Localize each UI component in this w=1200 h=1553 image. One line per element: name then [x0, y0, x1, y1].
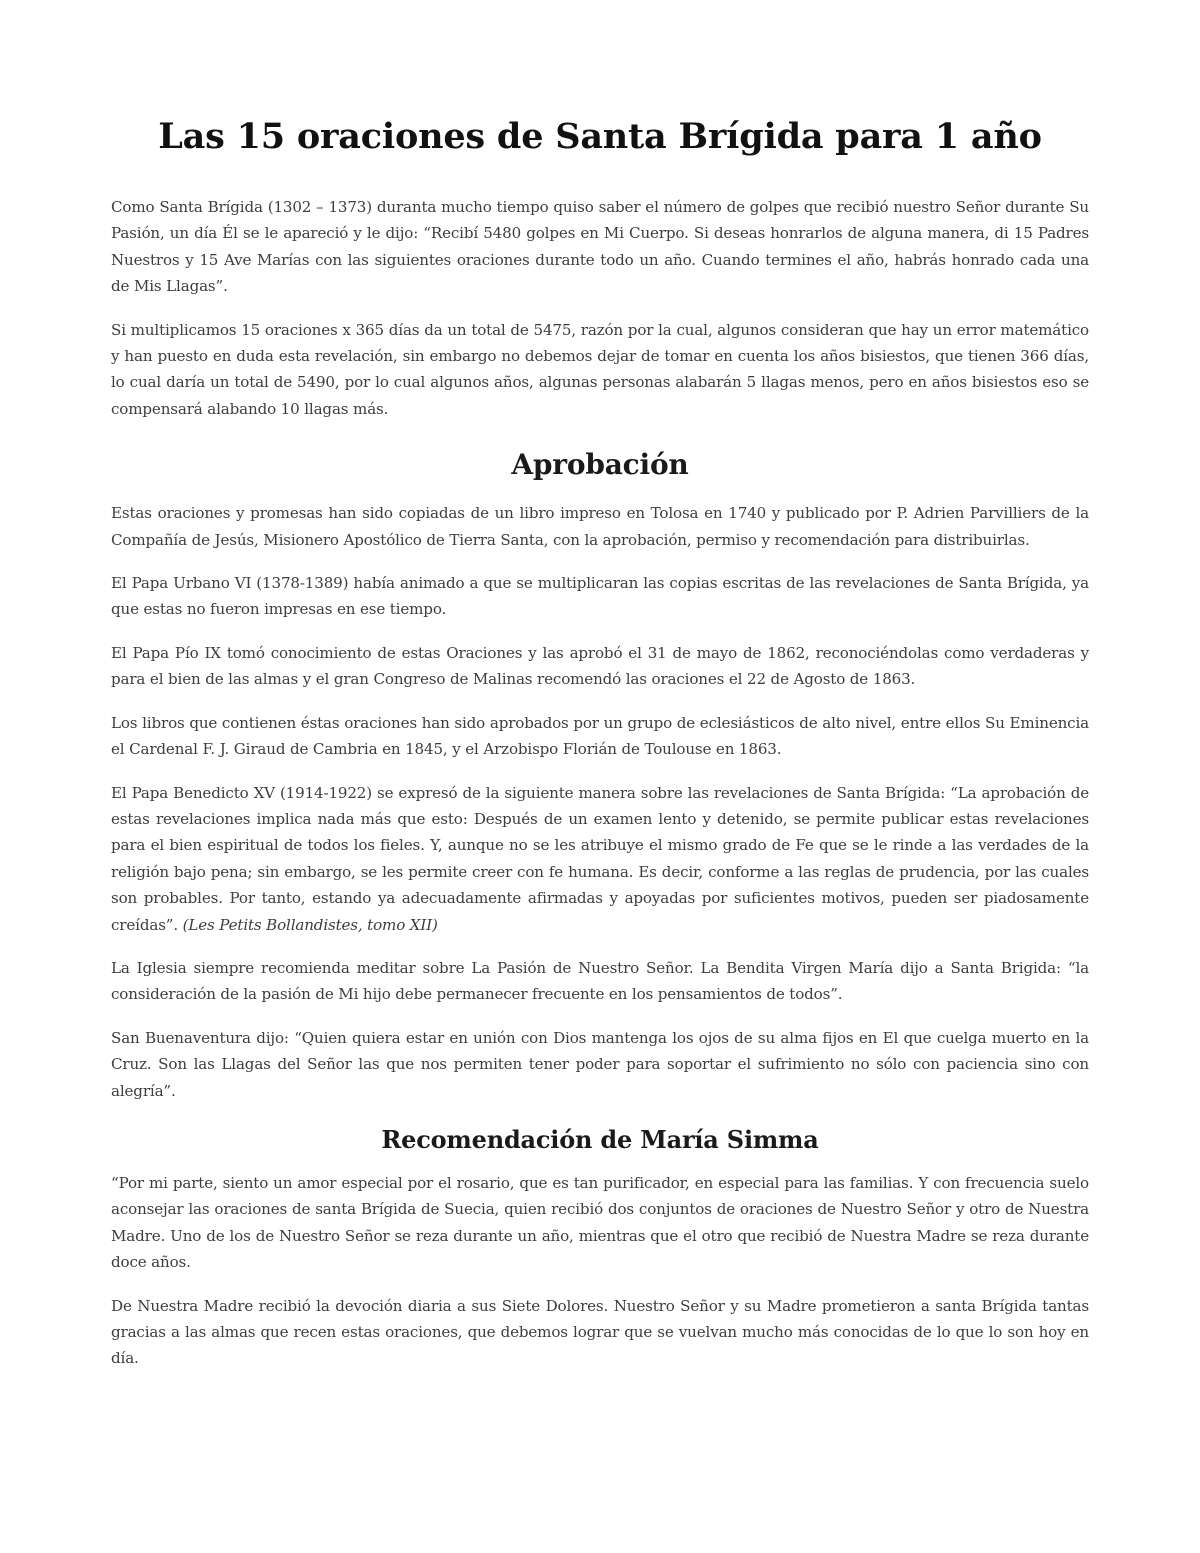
benedict-paragraph — [111, 780, 1089, 938]
simma-paragraph-2: De Nuestra Madre recibió la devoción diaria a sus Siete Dolores. Nuestro Señor y su Madre prometieron a santa Brígida tantas gracias a las almas que recen estas oraciones, que debemos lograr que se vuelvan mucho más conocidas de lo que lo son hoy en día. — [111, 1296, 1089, 1368]
page-title: Las 15 oraciones de Santa Brígida para 1 año — [158, 116, 1042, 157]
approval-paragraph-2: El Papa Urbano VI (1378-1389) había animado a que se multiplicaran las copias escritas de las revelaciones de Santa Brígida, ya que estas no fueron impresas en ese tiempo. — [111, 574, 1089, 619]
intro-paragraph-1: Como Santa Brígida (1302 – 1373) duranta mucho tiempo quiso saber el número de golpes que recibió nuestro Señor durante Su Pasión, un día Él se le apareció y le dijo: “Recibí 5480 golpes en Mi Cuerpo. Si deseas honrarlos de alguna manera, di 15 Padres Nuestros y 15 Ave Marías con las siguientes oraciones durante todo un año. Cuando termines el año, habrás honrado cada una de Mis Llagas”. — [111, 198, 1089, 296]
article — [111, 108, 1089, 1389]
simma-heading: Recomendación de María Simma — [381, 1124, 819, 1154]
approval-heading: Aprobación — [511, 448, 689, 482]
benedict-source: (Les Petits Bollandistes, tomo XII) — [182, 915, 438, 934]
simma-paragraph-1: “Por mi parte, siento un amor especial por el rosario, que es tan purificador, en especial para las familias. Y con frecuencia suelo aconsejar las oraciones de santa Brígida de Suecia, quien recibió dos conjuntos de oraciones de Nuestro Señor y otro de Nuestra Madre. Uno de los de Nuestro Señor se reza durante un año, mientras que el otro que recibió de Nuestra Madre se reza durante doce años. — [111, 1173, 1089, 1272]
benedict-quote: El Papa Benedicto XV (1914-1922) se expresó de la siguiente manera sobre las revelaciones de Santa Brígida: “La aprobación de estas revelaciones implica nada más que esto: Después de un examen lento y detenido, se permite publicar estas revelaciones para el bien espiritual de todos los fieles. Y, aunque no se les atribuye el mismo grado de Fe que se le rinde a las verdades de la religión bajo pena; sin embargo, se les permite creer con fe humana. Es decir, conforme a las reglas de prudencia, por las cuales son probables. Por tanto, estando ya adecuadamente afirmadas y apoyadas por suficientes motivos, pueden ser piadosamente creídas”. — [111, 783, 1089, 934]
approval-paragraph-3: El Papa Pío IX tomó conocimiento de estas Oraciones y las aprobó el 31 de mayo de 1862, reconociéndolas como verdaderas y para el bien de las almas y el gran Congreso de Malinas recomendó las oraciones el 22 de Agosto de 1863. — [111, 643, 1089, 689]
approval-paragraph-1: Estas oraciones y promesas han sido copiadas de un libro impreso en Tolosa en 1740 y publicado por P. Adrien Parvilliers de la Compañía de Jesús, Misionero Apostólico de Tierra Santa, con la aprobación, permiso y recomendación para distribuirlas. — [111, 504, 1089, 549]
approval-closing-paragraph-1: La Iglesia siempre recomienda meditar sobre La Pasión de Nuestro Señor. La Bendita Virgen María dijo a Santa Brigida: “la consideración de la pasión de Mi hijo debe permanecer frecuente en los pensamientos de todos”. — [111, 958, 1089, 1004]
approval-closing-paragraph-2: San Buenaventura dijo: “Quien quiera estar en unión con Dios mantenga los ojos de su alma fijos en El que cuelga muerto en la Cruz. Son las Llagas del Señor las que nos permiten tener poder para soportar el sufrimiento no sólo con paciencia sino con alegría”. — [111, 1028, 1089, 1100]
approval-paragraph-4: Los libros que contienen éstas oraciones han sido aprobados por un grupo de eclesiásticos de alto nivel, entre ellos Su Eminencia el Cardenal F. J. Giraud de Cambria en 1845, y el Arzobispo Florián de Toulouse en 1863. — [111, 713, 1089, 759]
intro-paragraph-2: Si multiplicamos 15 oraciones x 365 días da un total de 5475, razón por la cual, algunos consideran que hay un error matemático y han puesto en duda esta revelación, sin embargo no debemos dejar de tomar en cuenta los años bisiestos, que tienen 366 días, lo cual daría un total de 5490, por lo cual algunos años, algunas personas alabarán 5 llagas menos, pero en años bisiestos eso se compensará alabando 10 llagas más. — [111, 320, 1089, 418]
